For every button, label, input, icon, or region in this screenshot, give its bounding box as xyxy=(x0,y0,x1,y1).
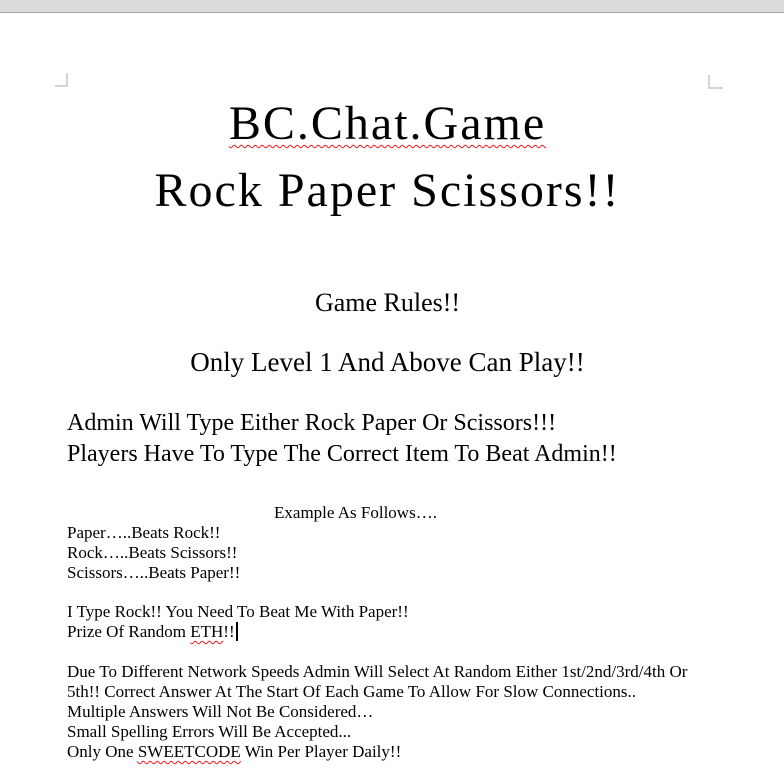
text-cursor xyxy=(236,622,238,641)
document-page[interactable] xyxy=(0,13,784,781)
admin-instruction-line-2: Players Have To Type The Correct Item To Beat Admin!! xyxy=(67,441,617,467)
admin-instruction-line-1: Admin Will Type Either Rock Paper Or Scissors!!! xyxy=(67,410,557,436)
rules-paragraph-line-3: Multiple Answers Will Not Be Considered… xyxy=(67,702,374,721)
prize-line xyxy=(67,622,708,642)
example-line-rock: Rock…..Beats Scissors!! xyxy=(67,543,238,562)
example-line-paper: Paper…..Beats Rock!! xyxy=(67,523,221,542)
demo-line: I Type Rock!! You Need To Beat Me With Paper!! xyxy=(67,602,409,621)
rules-paragraph-line-2: 5th!! Correct Answer At The Start Of Each Game To Allow For Slow Connections.. xyxy=(67,682,637,701)
prize-line-suffix: !! xyxy=(223,622,235,641)
rules-paragraph-line-4: Small Spelling Errors Will Be Accepted... xyxy=(67,722,352,741)
sweetcode-line-suffix: Win Per Player Daily!! xyxy=(240,742,402,761)
misspelled-word-sweetcode: SWEETCODE xyxy=(137,742,241,761)
misspelled-word-eth: ETH xyxy=(190,622,224,641)
heading-game-rules: Game Rules!! xyxy=(314,288,461,317)
sweetcode-line xyxy=(67,742,708,762)
toolbar-edge-strip xyxy=(0,0,784,13)
prize-line-prefix: Prize Of Random xyxy=(67,622,191,641)
rules-paragraph-line-1: Due To Different Network Speeds Admin Will Select At Random Either 1st/2nd/3rd/4th Or xyxy=(67,662,688,681)
document-title-line-1 xyxy=(67,92,708,156)
heading-level-requirement: Only Level 1 And Above Can Play!! xyxy=(190,347,585,377)
document-title-line-2: Rock Paper Scissors!! xyxy=(154,164,621,217)
document-content xyxy=(67,13,708,781)
sweetcode-line-prefix: Only One xyxy=(67,742,134,761)
example-heading: Example As Follows…. xyxy=(274,503,437,522)
example-line-scissors: Scissors…..Beats Paper!! xyxy=(67,563,241,582)
misspelled-title-word: BC.Chat.Game xyxy=(228,97,547,150)
text-boundary-corner-right xyxy=(708,75,723,89)
